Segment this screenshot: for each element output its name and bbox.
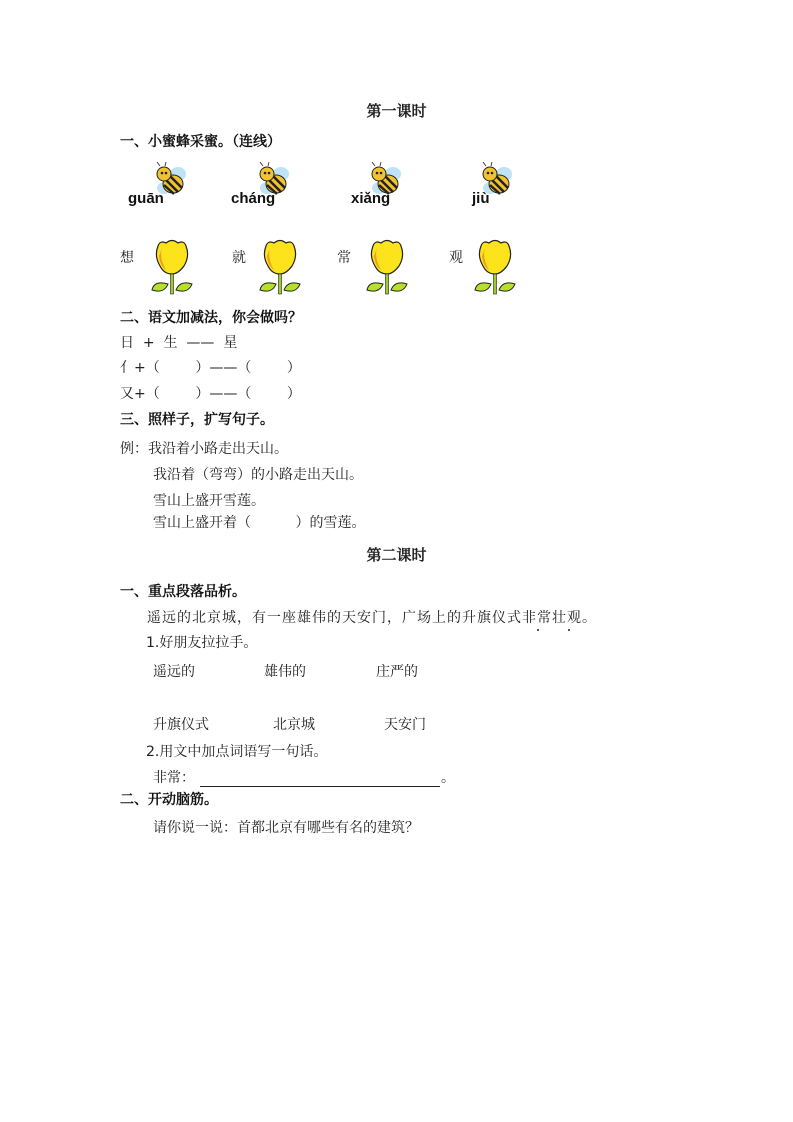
- pinyin-xiang: xiǎng: [351, 190, 391, 207]
- noun: 天安门: [384, 717, 426, 733]
- q3-exercise: 雪山上盛开雪莲。: [153, 493, 265, 509]
- pinyin-guan: guān: [128, 190, 164, 207]
- q2-line: 亻+（ ）——（ ）: [120, 360, 301, 376]
- fill-end: 。: [441, 770, 455, 786]
- passage: 遥远的北京城，有一座雄伟的天安门，广场上的升旗仪式非常壮观。: [147, 610, 597, 626]
- q2-line: 日 + 生 —— 星: [120, 335, 238, 351]
- flower-icon: [258, 238, 302, 296]
- flower-icon: [365, 238, 409, 296]
- q3-heading: 三、照样子，扩写句子。: [120, 412, 274, 428]
- adjective: 庄严的: [376, 664, 418, 680]
- pinyin-jiu: jiù: [472, 190, 490, 207]
- char-guan: 观: [449, 250, 463, 266]
- q2-line: 又+（ ）——（ ）: [120, 386, 301, 402]
- flower-icon: [473, 238, 517, 296]
- char-chang: 常: [337, 250, 351, 266]
- noun: 升旗仪式: [153, 717, 209, 733]
- sub-question-2: 2.用文中加点词语写一句话。: [146, 744, 328, 760]
- q2-heading: 二、语文加减法，你会做吗？: [120, 310, 302, 326]
- adjective: 遥远的: [153, 664, 195, 680]
- lesson2-title: 第二课时: [366, 546, 427, 564]
- char-jiu: 就: [232, 250, 246, 266]
- l2-q1-heading: 一、重点段落品析。: [120, 584, 246, 600]
- noun: 北京城: [273, 717, 315, 733]
- lesson1-title: 第一课时: [366, 102, 427, 120]
- pinyin-chang: cháng: [231, 190, 276, 207]
- answer-line[interactable]: [200, 786, 440, 787]
- l2-q2-heading: 二、开动脑筋。: [120, 792, 218, 808]
- emphasis-dot: [568, 629, 570, 631]
- fill-label: 非常：: [153, 770, 195, 786]
- flower-icon: [150, 238, 194, 296]
- q3-exercise-blank: 雪山上盛开着（ ）的雪莲。: [153, 515, 366, 531]
- q3-example: 例：我沿着小路走出天山。: [120, 441, 288, 457]
- q3-example-expanded: 我沿着（弯弯）的小路走出天山。: [153, 467, 363, 483]
- q1-heading: 一、小蜜蜂采蜜。（连线）: [120, 134, 281, 150]
- adjective: 雄伟的: [264, 664, 306, 680]
- l2-q2-prompt: 请你说一说：首都北京有哪些有名的建筑？: [153, 820, 419, 836]
- sub-question-1: 1.好朋友拉拉手。: [146, 635, 258, 651]
- char-xiang: 想: [120, 250, 134, 266]
- emphasis-dot: [537, 629, 539, 631]
